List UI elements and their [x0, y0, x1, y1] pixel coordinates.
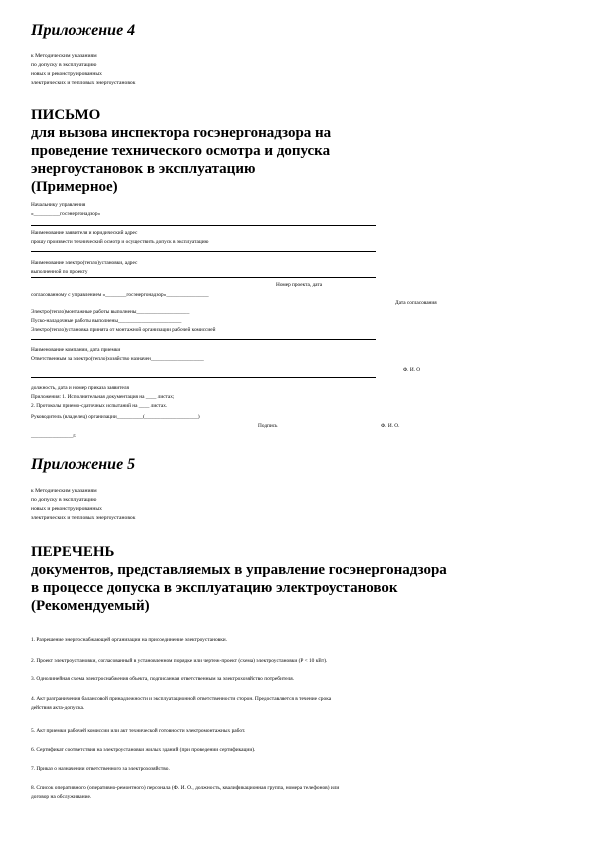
list-item: 1. Разрешение энергоснабжающей организации на присоединение электроустановки.	[31, 637, 228, 643]
reference-line: к Методическим указаниям	[31, 488, 97, 494]
list-item-continuation: договор на обслуживание.	[31, 794, 92, 800]
fio-label: Ф. И. О	[403, 367, 421, 373]
letter-heading	[31, 106, 331, 196]
reference-line: электрических и тепловых энергоустановок	[31, 514, 136, 521]
fio-label: Ф. И. О.	[381, 423, 400, 429]
list-item: 5. Акт приемки рабочей комиссии или акт технической готовности электромонтажных работ.	[31, 728, 246, 734]
addressee-line: «__________госэнергонадзор»	[31, 211, 101, 217]
reference-line: новых и реконструированных	[31, 505, 102, 512]
appendix-5-reference	[31, 487, 135, 523]
company-label: Наименование компании, дата приемки	[31, 347, 121, 353]
attachment-line: 2. Протоколы приемо-сдаточных испытаний на ____ листах.	[31, 403, 168, 409]
letter-heading-line: для вызова инспектора госэнергонадзора на	[31, 125, 332, 141]
project-label: выполненной по проекту	[31, 269, 88, 275]
applicant-label: Наименование заявителя и юридический адрес	[31, 230, 138, 236]
divider	[31, 225, 376, 226]
reference-line: новых и реконструированных	[31, 70, 102, 77]
appendix-4-reference	[31, 52, 135, 88]
reference-line: по допуску в эксплуатацию	[31, 496, 97, 503]
attachment-line: Приложения: 1. Исполнительная документация на ____ листах;	[31, 394, 175, 400]
divider	[31, 277, 376, 278]
reference-line: электрических и тепловых энергоустановок	[31, 79, 136, 86]
installation-label: Наименование электро(тепло)установки, адрес	[31, 260, 138, 266]
agreed-date-label: Дата согласования	[395, 300, 437, 306]
list-item: 8. Список оперативного (оперативно-ремонтного) персонала (Ф. И. О., должность, квалификационная группа, номера телефонов) или	[31, 785, 340, 791]
list-item: 2. Проект электроустановки, согласованный в установленном порядке или чертеж-проект (схема) электроустановки (P < 10 кВт).	[31, 658, 328, 664]
letter-heading-line: (Примерное)	[31, 179, 118, 195]
reference-line: к Методическим указаниям	[31, 53, 97, 59]
project-number-label: Номер проекта, дата	[276, 282, 323, 288]
appendix-5-title: Приложение 5	[31, 456, 136, 473]
commissioning-label: Пуско-наладочные работы выполнены________________________	[31, 318, 182, 324]
list-item-continuation: действия акта-допуска.	[31, 705, 85, 711]
signature-label: Подпись	[258, 423, 278, 429]
list-heading-line: документов, представляемых в управление госэнергонадзора	[31, 562, 447, 578]
appendix-4-title: Приложение 4	[31, 22, 136, 39]
addressee-line: Начальнику управления	[31, 202, 86, 208]
position-label: должность, дата и номер приказа заявителя	[31, 385, 129, 391]
letter-heading-line: ПИСЬМО	[31, 107, 101, 123]
request-text: прошу произвести технический осмотр и осуществить допуск в эксплуатацию	[31, 239, 209, 245]
divider	[31, 377, 376, 378]
letter-heading-line: проведение технического осмотра и допуска	[31, 143, 331, 159]
divider	[31, 251, 376, 252]
list-heading-line: в процессе допуска в эксплуатацию электроустановок	[31, 580, 398, 596]
responsible-label: Ответственным за электро(тепло)хозяйство назначен____________________	[31, 356, 204, 362]
electric-works-label: Электро(тепло)монтажные работы выполнены____________________	[31, 309, 190, 315]
agreed-label: согласованному с управлением «________госэнергонадзор»________________	[31, 292, 209, 298]
list-item: 7. Приказ о назначении ответственного за электрохозяйство.	[31, 766, 170, 772]
accepted-label: Электро(тепло)установка принята от монтажной организации рабочей комиссией	[31, 327, 216, 333]
reference-line: по допуску в эксплуатацию	[31, 61, 97, 68]
list-item: 6. Сертификат соответствия на электроустановки жилых зданий (при проведении сертификации).	[31, 747, 256, 753]
list-heading-line: ПЕРЕЧЕНЬ	[31, 544, 115, 560]
letter-heading-line: энергоустановок в эксплуатацию	[31, 161, 256, 177]
list-item: 4. Акт разграничения балансовой принадлежности и эксплуатационной ответственности сторон. Предоставляется в течение срока	[31, 696, 332, 702]
list-item: 3. Однолинейная схема электроснабжения объекта, подписанная ответственным за электрохозяйство потребителя.	[31, 676, 295, 682]
list-heading-line: (Рекомендуемый)	[31, 598, 150, 614]
head-signature-line: Руководитель (владелец) организации__________(____________________)	[31, 414, 200, 420]
divider	[31, 339, 376, 340]
list-heading	[31, 543, 447, 615]
date-line: ________________г.	[31, 433, 77, 439]
